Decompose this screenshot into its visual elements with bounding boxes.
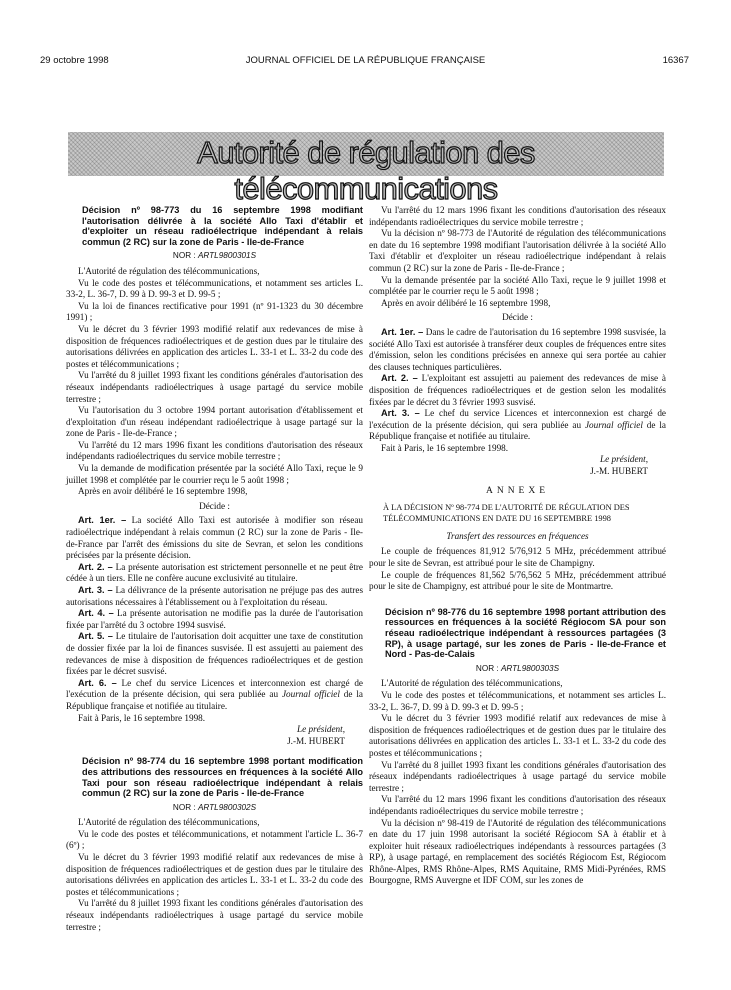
paragraph: Vu le décret du 3 février 1993 modifié relatif aux redevances de mise à disposition de fréquences radioélectriques et de gestion dues par le titulaire des autorisations délivrées en application des articles L. 33-1 et L. 33-2 du code des postes et télécommunications ;: [66, 852, 363, 897]
paragraph: L'Autorité de régulation des télécommunications,: [78, 817, 260, 828]
paragraph: Le couple de fréquences 81,912 5/76,912 5 MHz, précédemment attribué pour le site de Sevran, est attribué pour le site de Champigny.: [369, 546, 666, 569]
article: Art. 2. – L'exploitant est assujetti au paiement des redevances de mise à disposition de fréquences radioélectriques et de gestion selon les modalités fixées par le décret du 3 février 1993 susvisé.: [369, 373, 667, 407]
decision-98-773-title: Décision nº 98-773 du 16 septembre 1998 modifiant l'autorisation délivrée à la société Allo Taxi d'établir et d'exploiter un réseau radioélectrique indépendant à relais commun (2 RC) sur la zone de Paris - Ile-de-France: [82, 205, 363, 247]
page-number: 16367: [662, 55, 689, 66]
nor-reference: NOR : ARTL9800301S: [172, 251, 257, 261]
paragraph: L'Autorité de régulation des télécommunications,: [381, 678, 563, 689]
nor-reference: NOR : ARTL9800303S: [475, 663, 560, 673]
page-header: [0, 55, 731, 69]
paragraph: Vu la décision nº 98-773 de l'Autorité de régulation des télécommunications en date du 16 septembre 1998 modifiant l'autorisation délivrée à la société Allo Taxi d'établir et d'exploiter un réseau radioélectrique indépendant à relais commun (2 RC) sur la zone de Paris - Ile-de-France ;: [369, 228, 666, 273]
paragraph: Vu la loi de finances rectificative pour 1991 (nº 91-1323 du 30 décembre 1991) ;: [66, 300, 363, 323]
paragraph: Vu l'arrêté du 8 juillet 1993 fixant les conditions générales d'autorisation des réseaux indépendants radioélectriques à usage partagé du service mobile terrestre ;: [66, 370, 363, 404]
paragraph: Vu l'arrêté du 12 mars 1996 fixant les conditions d'autorisation des réseaux indépendants radioélectriques du service mobile terrestre ;: [369, 205, 666, 227]
paragraph: Vu le code des postes et télécommunications, et notamment ses articles L. 33-2, L. 36-7, D. 99 à D. 99-3 et D. 99-5 ;: [369, 689, 666, 712]
article: Art. 4. – La présente autorisation ne modifie pas la durée de l'autorisation fixée par l'arrêté du 3 octobre 1994 susvisé.: [66, 608, 364, 630]
section-banner: [68, 132, 664, 206]
paragraph: Après en avoir délibéré le 16 septembre 1998,: [78, 486, 248, 497]
decide-heading: Décide :: [502, 312, 533, 323]
right-column: [369, 205, 666, 887]
paragraph: Vu le décret du 3 février 1993 modifié relatif aux redevances de mise à disposition de fréquences radioélectriques et de gestion dues par le titulaire des autorisations délivrées en application des articles L. 33-1 et L. 33-2 du code des postes et télécommunications ;: [66, 323, 363, 369]
paragraph: Vu la demande de modification présentée par la société Allo Taxi, reçue le 9 juillet 1998 et complétée par le courrier reçu le 5 août 1998 ;: [66, 463, 363, 485]
journal-name: JOURNAL OFFICIEL DE LA RÉPUBLIQUE FRANÇAISE: [245, 55, 486, 66]
annexe-heading: ANNEXE: [485, 485, 550, 496]
article: Art. 1er. – Dans le cadre de l'autorisation du 16 septembre 1998 susvisée, la société Allo Taxi est autorisée à transférer deux couples de fréquences entre sites d'émission, selon les conditions précisées en annexe qui sera portée au cahier des clauses techniques particulières.: [369, 326, 666, 372]
annexe-caption: À LA DÉCISION Nº 98-774 DE L'AUTORITÉ DE RÉGULATION DES TÉLÉCOMMUNICATIONS EN DATE DU 16 SEPTEMBRE 1998: [383, 503, 630, 524]
article: Art. 1er. – La société Allo Taxi est autorisée à modifier son réseau radioélectrique indépendant à relais commun (2 RC) sur la zone de Paris - Ile-de-France par l'arrêt des émissions du site de Sevran, et selon les conditions précisées par la présente décision.: [66, 515, 364, 561]
signature-role: Le président,: [297, 724, 345, 735]
section-title: Autorité de régulation des télécommunications: [197, 135, 535, 206]
paragraph: Vu le code des postes et télécommunications, et notamment ses articles L. 33-2, L. 36-7, D. 99 à D. 99-3 et D. 99-5 ;: [66, 277, 363, 300]
paragraph: Vu l'arrêté du 12 mars 1996 fixant les conditions d'autorisation des réseaux indépendants radioélectriques du service mobile terrestre ;: [369, 794, 666, 816]
paragraph: Vu l'arrêté du 8 juillet 1993 fixant les conditions générales d'autorisation des réseaux indépendants radioélectriques à usage partagé du service mobile terrestre ;: [66, 898, 363, 932]
left-column: [66, 205, 363, 933]
paragraph: Vu l'autorisation du 3 octobre 1994 portant autorisation d'établissement et d'exploitation d'un réseau indépendant radioélectrique à usage partagé sur la zone de Paris - Ile-de-France ;: [66, 405, 363, 439]
annexe-subtitle: Transfert des ressources en fréquences: [446, 530, 589, 541]
paragraph: Le couple de fréquences 81,562 5/76,562 5 MHz, précédemment attribué pour le site de Champigny, est attribué pour le site de Montmartre.: [369, 569, 666, 592]
signature-place-date: Fait à Paris, le 16 septembre 1998.: [381, 442, 509, 453]
paragraph: Vu l'arrêté du 12 mars 1996 fixant les conditions d'autorisation des réseaux indépendants radioélectriques du service mobile terrestre ;: [66, 439, 363, 462]
decide-heading: Décide :: [199, 500, 230, 511]
signature-role: Le président,: [600, 454, 648, 465]
paragraph: L'Autorité de régulation des télécommunications,: [78, 265, 260, 276]
signature-name: J.-M. HUBERT: [590, 466, 648, 477]
paragraph: Vu le code des postes et télécommunications, et notamment l'article L. 36-7 (6º) ;: [66, 828, 363, 851]
nor-reference: NOR : ARTL9800302S: [172, 802, 257, 812]
decision-98-776-title: Décision nº 98-776 du 16 septembre 1998 portant attribution des ressources en fréquences à la société Régiocom SA pour son réseau radioélectrique indépendant à ressources partagées (3 RP), à usage partagé, sur les zones de Paris - Ile-de-France et Nord - Pas-de-Calais: [385, 606, 666, 660]
signature-name: J.-M. HUBERT: [287, 735, 345, 746]
paragraph: Vu la demande présentée par la société Allo Taxi, reçue le 9 juillet 1998 et complétée par le courrier reçu le 5 août 1998 ;: [369, 274, 666, 297]
issue-date: 29 octobre 1998: [40, 55, 109, 66]
paragraph: Vu le décret du 3 février 1993 modifié relatif aux redevances de mise à disposition de fréquences radioélectriques et de gestion dues par le titulaire des autorisations délivrées en application des articles L. 33-1 et L. 33-2 du code des postes et télécommunications ;: [369, 713, 666, 758]
article: Art. 3. – La délivrance de la présente autorisation ne préjuge pas des autres autorisations nécessaires à l'établissement ou à l'exploitation du réseau.: [66, 585, 364, 607]
article: Art. 5. – Le titulaire de l'autorisation doit acquitter une taxe de constitution de dossier fixée par la loi de finances susvisée. Il est assujetti au paiement des redevances de mise à disposition de fréquences radioélectriques et de gestion fixées par le décret susvisé.: [66, 631, 363, 677]
decision-98-774-title: Décision nº 98-774 du 16 septembre 1998 portant modification des attributions des ressources en fréquences à la société Allo Taxi pour son réseau radioélectrique indépendant à relais commun (2 RC) sur la zone de Paris - Ile-de-France: [82, 756, 363, 799]
paragraph: Après en avoir délibéré le 16 septembre 1998,: [381, 297, 551, 308]
article: Art. 3. – Le chef du service Licences et interconnexion est chargé de l'exécution de la présente décision, qui sera publiée au Journal officiel de la République française et notifiée au titulaire.: [369, 408, 667, 442]
signature-place-date: Fait à Paris, le 16 septembre 1998.: [78, 712, 206, 723]
paragraph: Vu l'arrêté du 8 juillet 1993 fixant les conditions générales d'autorisation des réseaux indépendants radioélectriques à usage partagé du service mobile terrestre ;: [369, 759, 666, 793]
article: Art. 6. – Le chef du service Licences et interconnexion est chargé de l'exécution de la présente décision, qui sera publiée au Journal officiel de la République française et notifiée au titulaire.: [66, 677, 364, 711]
paragraph: Vu la décision nº 98-419 de l'Autorité de régulation des télécommunications en date du 17 juin 1998 autorisant la société Régiocom SA à établir et à exploiter huit réseaux radioélectriques indépendants à ressources partagées (3 RP), à usage partagé, en remplacement des sociétés Régiocom Est, Régiocom Rhône-Alpes, RMS Rhône-Alpes, RMS Aquitaine, RMS Midi-Pyrénées, RMS Bourgogne, RMS Auvergne et IDF COM, sur les zones de: [369, 817, 666, 886]
article: Art. 2. – La présente autorisation est strictement personnelle et ne peut être cédée à un tiers. Elle ne confère aucune exclusivité au titulaire.: [66, 561, 364, 584]
